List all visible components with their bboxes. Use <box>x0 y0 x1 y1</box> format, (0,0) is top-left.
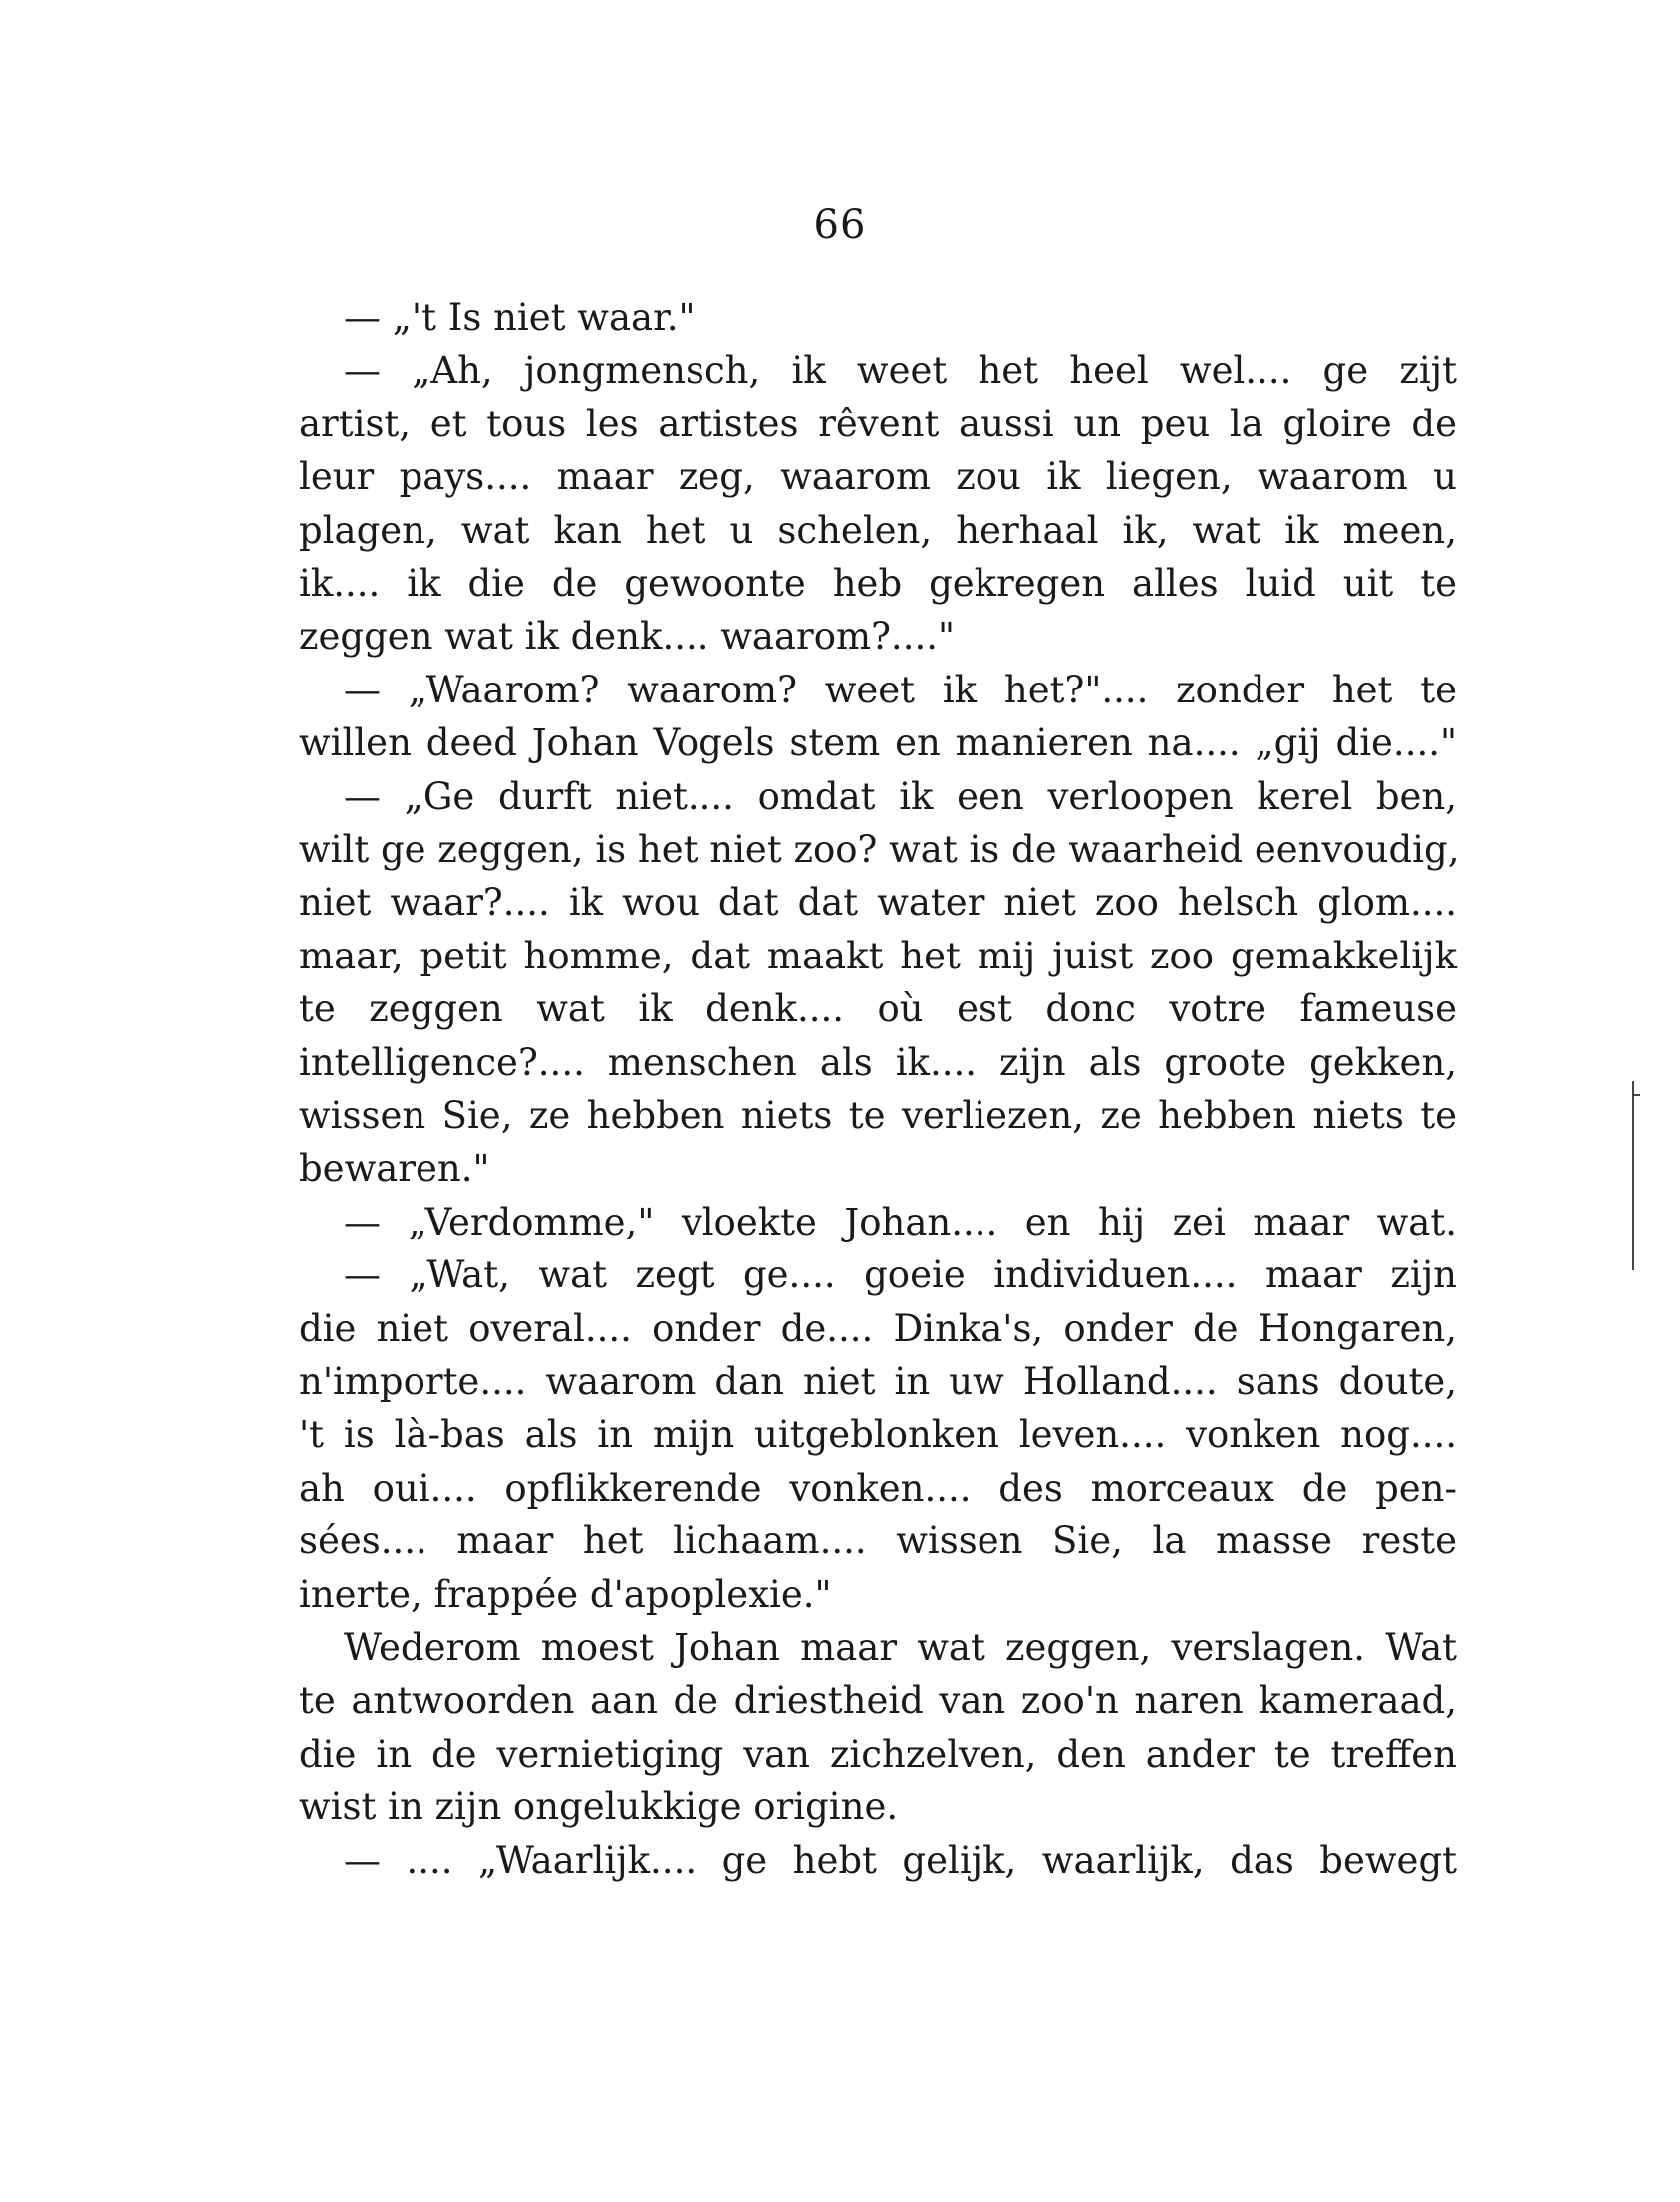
text-line <box>0 1674 1680 1727</box>
text-line <box>0 1196 1680 1248</box>
text-line-content: wist in zijn ongelukkige origine. <box>299 1786 899 1829</box>
text-line <box>0 291 1680 344</box>
text-line <box>0 876 1680 929</box>
text-line <box>0 1568 1680 1621</box>
text-line <box>0 770 1680 823</box>
text-line <box>0 1089 1680 1142</box>
text-line-content: die niet overal.... onder de.... Dinka's, onder de Hongaren, <box>299 1306 1457 1350</box>
text-line-content: intelligence?.... menschen als ik.... zijn als groote gekken, <box>299 1040 1457 1084</box>
text-line-content: willen deed Johan Vogels stem en manieren na.... „gij die...." <box>299 721 1457 765</box>
text-line <box>0 1728 1680 1781</box>
text-line <box>0 1621 1680 1674</box>
scan-margin-tick <box>1634 1094 1640 1096</box>
text-line-content: te antwoorden aan de driestheid van zoo'n naren kameraad, <box>299 1679 1457 1723</box>
text-line <box>0 823 1680 876</box>
text-line-content: ah oui.... opflikkerende vonken.... des morceaux de pen- <box>299 1466 1457 1510</box>
text-line <box>0 450 1680 503</box>
text-line <box>0 610 1680 663</box>
text-line-content: Wederom moest Johan maar wat zeggen, verslagen. Wat <box>344 1626 1457 1669</box>
scan-margin-mark <box>1632 1081 1634 1270</box>
text-line-content: sées.... maar het lichaam.... wissen Sie, la masse reste <box>299 1519 1457 1563</box>
text-line-content: bewaren." <box>299 1147 490 1191</box>
text-line-content: zeggen wat ik denk.... waarom?...." <box>299 615 955 659</box>
text-line <box>0 982 1680 1035</box>
text-line <box>0 664 1680 716</box>
text-line-content: — „Waarom? waarom? weet ik het?".... zonder het te <box>344 668 1457 711</box>
text-line-content: wissen Sie, ze hebben niets te verliezen, ze hebben niets te <box>299 1094 1457 1137</box>
text-line <box>0 1142 1680 1195</box>
text-line-content: plagen, wat kan het u schelen, herhaal ik, wat ik meen, <box>299 508 1457 552</box>
text-line-content: die in de vernietiging van zichzelven, den ander te treffen <box>299 1732 1457 1776</box>
text-line <box>0 1514 1680 1567</box>
text-line-content: — „'t Is niet waar." <box>344 296 696 339</box>
text-line <box>0 716 1680 769</box>
text-line <box>0 1248 1680 1301</box>
text-line <box>0 1408 1680 1461</box>
text-line-content: maar, petit homme, dat maakt het mij juist zoo gemakkelijk <box>299 934 1457 977</box>
text-line-content: — „Verdomme," vloekte Johan.... en hij zei maar wat. <box>344 1200 1457 1243</box>
text-line-content: — „Ge durft niet.... omdat ik een verloopen kerel ben, <box>344 774 1457 818</box>
text-line <box>0 344 1680 397</box>
text-line <box>0 1036 1680 1089</box>
text-line <box>0 1302 1680 1355</box>
text-line <box>0 930 1680 982</box>
text-line-content: n'importe.... waarom dan niet in uw Holland.... sans doute, <box>299 1360 1457 1403</box>
text-line-content: ik.... ik die de gewoonte heb gekregen alles luid uit te <box>299 562 1457 605</box>
text-line-content: leur pays.... maar zeg, waarom zou ik liegen, waarom u <box>299 455 1457 499</box>
text-line <box>0 1834 1680 1887</box>
text-line-content: — „Wat, wat zegt ge.... goeie individuen.... maar zijn <box>344 1253 1457 1297</box>
text-line-content: artist, et tous les artistes rêvent aussi un peu la gloire de <box>299 402 1457 445</box>
text-line <box>0 1781 1680 1833</box>
text-line-content: wilt ge zeggen, is het niet zoo? wat is de waarheid eenvoudig, <box>299 828 1460 871</box>
text-line <box>0 398 1680 450</box>
page-number: 66 <box>813 202 867 248</box>
text-line-content: — „Ah, jongmensch, ik weet het heel wel.... ge zijt <box>344 349 1457 393</box>
text-line <box>0 557 1680 610</box>
text-line-content: te zeggen wat ik denk.... où est donc votre fameuse <box>299 987 1457 1031</box>
text-line <box>0 1355 1680 1408</box>
text-line <box>0 504 1680 557</box>
text-line-content: — .... „Waarlijk.... ge hebt gelijk, waarlijk, das bewegt <box>344 1838 1457 1882</box>
text-line <box>0 1462 1680 1514</box>
text-line-content: inerte, frappée d'apoplexie." <box>299 1572 832 1616</box>
text-line-content: niet waar?.... ik wou dat dat water niet zoo helsch glom.... <box>299 881 1457 925</box>
text-line-content: 't is là-bas als in mijn uitgeblonken leven.... vonken nog.... <box>299 1413 1457 1457</box>
